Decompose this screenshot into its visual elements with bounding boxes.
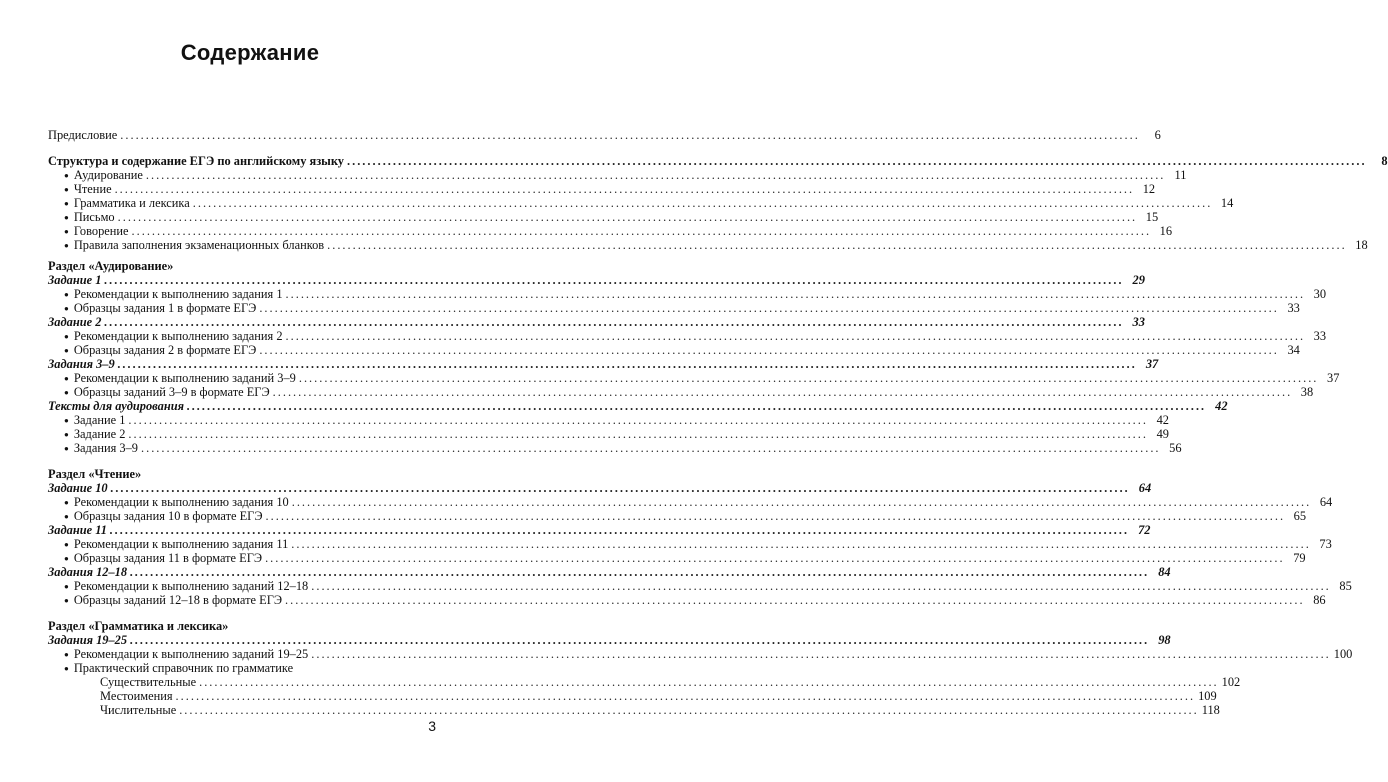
toc-entry-page: 14 <box>1220 196 1234 210</box>
toc-entry-label: Существительные <box>100 675 197 689</box>
page-number: 3 <box>428 718 436 734</box>
dot-leader: ........................................................................................................................................................................................................ <box>311 647 1331 661</box>
toc-entry-label: Задание 11 <box>48 523 107 537</box>
section-heading-reading: Раздел «Чтение» <box>48 467 142 481</box>
toc-entry-page: 38 <box>1300 385 1314 399</box>
dot-leader: ........................................................................................................................................................................................................ <box>145 168 1166 182</box>
toc-entry-label: ● Образцы задания 2 в формате ЕГЭ <box>64 343 256 359</box>
toc-entry-subtask[interactable] <box>48 579 1352 593</box>
toc-entry-subtask[interactable] <box>48 537 1332 551</box>
page-title: Содержание <box>180 40 320 65</box>
toc-entry-label: ● Рекомендации к выполнению заданий 3–9 <box>64 371 296 387</box>
toc-entry-subtask[interactable] <box>48 371 1340 385</box>
dot-leader: ........................................................................................................................................................................................................ <box>347 154 1367 168</box>
toc-entry-guide-topic[interactable] <box>48 675 1241 689</box>
dot-leader: ........................................................................................................................................................................................................ <box>120 128 1140 142</box>
toc-entry-label: ● Образцы заданий 3–9 в формате ЕГЭ <box>64 385 270 401</box>
dot-leader: ........................................................................................................................................................................................................ <box>131 224 1152 238</box>
toc-entry-page: 37 <box>1145 357 1159 371</box>
toc-entry-page: 33 <box>1313 329 1327 343</box>
toc-entry-structure-grammar[interactable] <box>48 196 1234 210</box>
toc-entry-task[interactable] <box>48 273 1145 287</box>
toc-entry-label: ● Рекомендации к выполнению задания 2 <box>64 329 283 345</box>
toc-entry-subtask[interactable] <box>48 287 1327 301</box>
toc-entry-structure-listening[interactable] <box>48 168 1187 182</box>
toc-entry-page: 16 <box>1159 224 1173 238</box>
toc-entry-label: ● Практический справочник по грамматике <box>64 661 293 677</box>
toc-entry-structure-writing[interactable] <box>48 210 1159 224</box>
toc-entry-page: 86 <box>1313 593 1326 607</box>
toc-entry-structure-reading[interactable] <box>48 182 1156 196</box>
toc-entry-guide-topic[interactable] <box>48 703 1220 717</box>
toc-entry-label: ● Аудирование <box>64 168 143 184</box>
toc-entry-task[interactable] <box>48 399 1228 413</box>
dot-leader: ........................................................................................................................................................................................................ <box>104 315 1124 329</box>
toc-entry-page: 8 <box>1381 154 1388 168</box>
dot-leader: ........................................................................................................................................................................................................ <box>285 287 1306 301</box>
toc-entry-label: Задания 3–9 <box>48 357 115 371</box>
toc-entry-label: ● Рекомендации к выполнению заданий 19–25 <box>64 647 308 663</box>
dot-leader: ........................................................................................................................................................................................................ <box>259 301 1279 315</box>
dot-leader: ........................................................................................................................................................................................................ <box>311 579 1331 593</box>
toc-entry-label: Задания 19–25 <box>48 633 128 647</box>
toc-entry-task[interactable] <box>48 565 1171 579</box>
toc-entry-structure-speaking[interactable] <box>48 224 1173 238</box>
toc-entry-page: 102 <box>1221 675 1241 689</box>
dot-leader: ........................................................................................................................................................................................................ <box>130 565 1150 579</box>
toc-entry-label: ● Чтение <box>64 182 112 198</box>
dot-leader: ........................................................................................................................................................................................................ <box>128 413 1148 427</box>
dot-leader: ........................................................................................................................................................................................................ <box>141 441 1161 455</box>
toc-entry-label: ● Образцы задания 11 в формате ЕГЭ <box>64 551 262 567</box>
section-heading-listening: Раздел «Аудирование» <box>48 259 174 273</box>
toc-entry-label: Структура и содержание ЕГЭ по английскому языку <box>48 154 345 168</box>
toc-entry-structure[interactable] <box>48 154 1388 168</box>
toc-entry-page: 49 <box>1156 427 1169 441</box>
toc-entry-label: ● Рекомендации к выполнению заданий 12–18 <box>64 579 308 595</box>
toc-entry-page: 109 <box>1198 689 1217 703</box>
toc-entry-label: Тексты для аудирования <box>48 399 184 413</box>
toc-entry-subtask[interactable] <box>48 593 1326 607</box>
toc-entry-page: 100 <box>1333 647 1353 661</box>
toc-entry-page: 30 <box>1313 287 1327 301</box>
toc-entry-label: ● Письмо <box>64 210 115 226</box>
toc-entry-label: ● Образцы задания 1 в формате ЕГЭ <box>64 301 256 317</box>
toc-entry-subtask[interactable] <box>48 385 1314 399</box>
toc-entry-page: 56 <box>1169 441 1182 455</box>
toc-entry-page: 98 <box>1158 633 1171 647</box>
dot-leader: ........................................................................................................................................................................................................ <box>291 495 1312 509</box>
dot-leader: ........................................................................................................................................................................................................ <box>285 329 1306 343</box>
toc-entry-page: 18 <box>1355 238 1368 252</box>
toc-entry-page: 6 <box>1154 128 1161 142</box>
toc-entry-page: 15 <box>1145 210 1159 224</box>
toc-entry-page: 12 <box>1142 182 1156 196</box>
toc-entry-page: 33 <box>1132 315 1145 329</box>
toc-entry-task[interactable] <box>48 357 1159 371</box>
toc-entry-grammar-guide[interactable] <box>48 661 434 675</box>
toc-entry-page: 84 <box>1158 565 1171 579</box>
toc-entry-label: Задания 12–18 <box>48 565 128 579</box>
toc-entry-label: ● Рекомендации к выполнению задания 11 <box>64 537 288 553</box>
dot-leader: ........................................................................................................................................................................................................ <box>128 427 1148 441</box>
dot-leader: ........................................................................................................................................................................................................ <box>259 343 1279 357</box>
toc-entry-task[interactable] <box>48 523 1151 537</box>
dot-leader: ........................................................................................................................................................................................................ <box>327 238 1347 252</box>
dot-leader: ........................................................................................................................................................................................................ <box>179 703 1199 717</box>
dot-leader: ........................................................................................................................................................................................................ <box>265 509 1286 523</box>
toc-entry-label: Задание 1 <box>48 273 102 287</box>
toc-entry-subtask[interactable] <box>48 301 1300 315</box>
toc-entry-page: 72 <box>1138 523 1151 537</box>
toc-entry-label: ● Правила заполнения экзаменационных бланков <box>64 238 324 254</box>
toc-entry-subtask[interactable] <box>48 495 1333 509</box>
toc-entry-page: 64 <box>1319 495 1333 509</box>
dot-leader: ........................................................................................................................................................................................................ <box>265 551 1285 565</box>
toc-entry-page: 42 <box>1215 399 1228 413</box>
toc-entry-subtask[interactable] <box>48 343 1300 357</box>
toc-entry-page: 42 <box>1156 413 1169 427</box>
dot-leader: ........................................................................................................................................................................................................ <box>186 399 1207 413</box>
toc-entry-label: Местоимения <box>100 689 173 703</box>
toc-entry-page: 65 <box>1293 509 1307 523</box>
toc-entry-label: ● Задание 2 <box>64 427 125 443</box>
toc-entry-subtask[interactable] <box>48 413 1169 427</box>
dot-leader: ........................................................................................................................................................................................................ <box>130 633 1150 647</box>
toc-entry-subtask[interactable] <box>48 551 1306 565</box>
toc-entry-task[interactable] <box>48 633 1171 647</box>
dot-leader: ........................................................................................................................................................................................................ <box>104 273 1124 287</box>
dot-leader: ........................................................................................................................................................................................................ <box>298 371 1319 385</box>
toc-entry-label: ● Грамматика и лексика <box>64 196 190 212</box>
toc-entry-subtask[interactable] <box>48 441 1182 455</box>
dot-leader: ........................................................................................................................................................................................................ <box>291 537 1311 551</box>
toc-entry-label: ● Образцы заданий 12–18 в формате ЕГЭ <box>64 593 282 609</box>
toc-entry-page: 79 <box>1293 551 1306 565</box>
dot-leader: ........................................................................................................................................................................................................ <box>175 689 1196 703</box>
toc-entry-subtask[interactable] <box>48 329 1327 343</box>
toc-entry-label: ● Говорение <box>64 224 129 240</box>
toc-entry-subtask[interactable] <box>48 509 1307 523</box>
dot-leader: ........................................................................................................................................................................................................ <box>199 675 1219 689</box>
toc-entry-subtask[interactable] <box>48 647 1353 661</box>
toc-entry-label: ● Образцы задания 10 в формате ЕГЭ <box>64 509 263 525</box>
toc-entry-label: Числительные <box>100 703 177 717</box>
toc-entry-preface[interactable] <box>48 128 1161 142</box>
toc-entry-label: Задание 10 <box>48 481 108 495</box>
toc-entry-page: 85 <box>1339 579 1352 593</box>
toc-entry-page: 73 <box>1319 537 1332 551</box>
dot-leader: ........................................................................................................................................................................................................ <box>192 196 1213 210</box>
dot-leader: ........................................................................................................................................................................................................ <box>117 210 1138 224</box>
dot-leader: ........................................................................................................................................................................................................ <box>114 182 1135 196</box>
toc-entry-structure-forms[interactable] <box>48 238 1368 252</box>
toc-entry-page: 37 <box>1327 371 1340 385</box>
toc-entry-page: 33 <box>1287 301 1300 315</box>
toc-entry-page: 118 <box>1201 703 1220 717</box>
toc-entry-page: 64 <box>1138 481 1152 495</box>
toc-entry-page: 29 <box>1132 273 1145 287</box>
toc-entry-page: 11 <box>1174 168 1187 182</box>
toc-entry-label: ● Рекомендации к выполнению задания 10 <box>64 495 289 511</box>
dot-leader: ........................................................................................................................................................................................................ <box>117 357 1138 371</box>
toc-entry-task[interactable] <box>48 481 1152 495</box>
toc-entry-subtask[interactable] <box>48 427 1169 441</box>
toc-entry-task[interactable] <box>48 315 1145 329</box>
table-of-contents <box>48 128 1388 717</box>
toc-entry-guide-topic[interactable] <box>48 689 1217 703</box>
toc-entry-label: ● Задание 1 <box>64 413 125 429</box>
toc-entry-label: ● Рекомендации к выполнению задания 1 <box>64 287 283 303</box>
toc-entry-label: ● Задания 3–9 <box>64 441 138 457</box>
dot-leader: ........................................................................................................................................................................................................ <box>109 523 1130 537</box>
dot-leader: ........................................................................................................................................................................................................ <box>272 385 1293 399</box>
dot-leader: ........................................................................................................................................................................................................ <box>285 593 1305 607</box>
dot-leader: ........................................................................................................................................................................................................ <box>110 481 1131 495</box>
section-heading-grammar: Раздел «Грамматика и лексика» <box>48 619 229 633</box>
toc-entry-label: Предисловие <box>48 128 118 142</box>
toc-entry-label: Задание 2 <box>48 315 102 329</box>
toc-entry-page: 34 <box>1287 343 1300 357</box>
